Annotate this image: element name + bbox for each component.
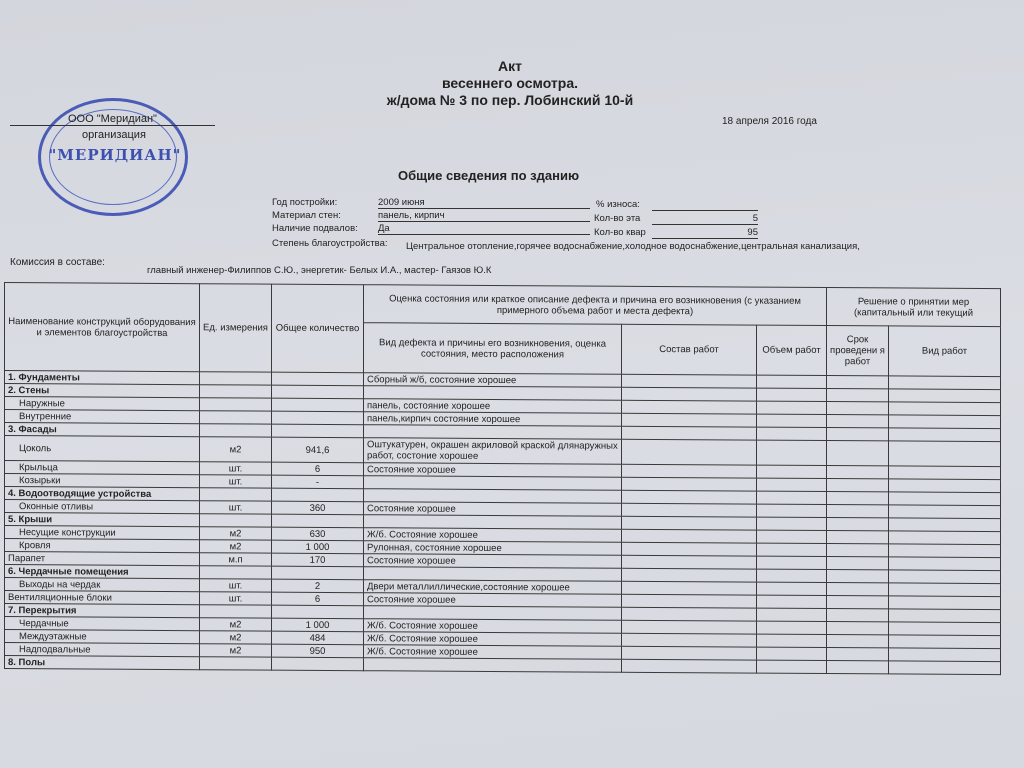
row-work-type-cell (889, 402, 1001, 416)
row-work-type-cell (889, 376, 1001, 390)
walls-label: Материал стен: (272, 210, 341, 221)
act-date: 18 апреля 2016 года (722, 116, 817, 127)
row-term-cell (827, 479, 889, 492)
row-defect-cell: Ж/б. Состояние хорошее (364, 619, 622, 634)
row-volume-cell (757, 660, 827, 673)
row-unit-cell (200, 372, 272, 385)
row-work-type-cell (889, 544, 1001, 558)
row-qty-cell: 484 (272, 631, 364, 645)
row-term-cell (827, 389, 889, 402)
row-work-type-cell (889, 622, 1001, 636)
row-works-cell (622, 542, 757, 556)
row-work-type-cell (889, 557, 1001, 571)
row-volume-cell (757, 595, 827, 608)
row-name-cell: Оконные отливы (5, 500, 200, 514)
commission-label: Комиссия в составе: (10, 257, 105, 268)
row-name-cell: Вентиляционные блоки (5, 591, 200, 605)
amenities-value: Центральное отопление,горячее водоснабжение,холодное водоснабжение,центральная канализация, (406, 241, 860, 252)
row-qty-cell (272, 605, 364, 619)
row-unit-cell (200, 424, 272, 437)
row-qty-cell (272, 657, 364, 671)
row-works-cell (622, 439, 757, 465)
row-name-cell: Козырьки (5, 474, 200, 488)
row-volume-cell (757, 569, 827, 582)
row-volume-cell (757, 530, 827, 543)
row-term-cell (827, 376, 889, 389)
row-volume-cell (757, 582, 827, 595)
row-work-type-cell (889, 415, 1001, 429)
row-term-cell (827, 428, 889, 441)
row-qty-cell: 1 000 (272, 618, 364, 632)
row-unit-cell (200, 488, 272, 501)
row-works-cell (622, 516, 757, 530)
row-works-cell (622, 594, 757, 608)
row-volume-cell (757, 401, 827, 414)
row-unit-cell: м.п (200, 553, 272, 566)
title-line-2: весеннего осмотра. (442, 75, 578, 91)
row-qty-cell: 360 (272, 501, 364, 515)
row-name-cell: Крыльца (5, 461, 200, 475)
title-line-3: ж/дома № 3 по пер. Лобинский 10-й (386, 92, 634, 108)
wear-label: % износа: (596, 199, 640, 210)
col-header-volume: Объем работ (757, 325, 827, 375)
row-name-cell: Цоколь (5, 436, 200, 462)
row-works-cell (622, 529, 757, 543)
col-header-unit: Ед. измерения (200, 284, 272, 372)
row-name-cell: Внутренние (5, 410, 200, 424)
row-volume-cell (757, 504, 827, 517)
row-volume-cell (757, 556, 827, 569)
row-works-cell (622, 633, 757, 647)
row-qty-cell (272, 398, 364, 412)
row-volume-cell (757, 608, 827, 621)
walls-value: панель, кирпич (378, 210, 590, 222)
row-volume-cell (757, 375, 827, 388)
row-unit-cell: м2 (200, 618, 272, 631)
row-works-cell (622, 646, 757, 660)
commission-members: главный инженер-Филиппов С.Ю., энергетик- Белых И.А., мастер- Гаязов Ю.К (147, 265, 492, 276)
row-unit-cell (200, 605, 272, 618)
apartments-value: 95 (652, 227, 758, 239)
row-unit-cell: шт. (200, 501, 272, 514)
row-works-cell (622, 620, 757, 634)
floors-value: 5 (652, 213, 758, 225)
row-work-type-cell (889, 570, 1001, 584)
row-work-type-cell (889, 596, 1001, 610)
row-work-type-cell (889, 492, 1001, 506)
col-header-decision: Решение о принятии мер (капитальный или текущий (827, 288, 1001, 327)
row-work-type-cell (889, 441, 1001, 467)
row-unit-cell (200, 657, 272, 670)
row-defect-cell: Ж/б. Состояние хорошее (364, 632, 622, 647)
row-volume-cell (757, 478, 827, 491)
row-name-cell: Несущие конструкции (5, 526, 200, 540)
row-works-cell (622, 400, 757, 414)
row-name-cell: Наружные (5, 397, 200, 411)
col-header-works: Состав работ (622, 324, 757, 375)
basement-label: Наличие подвалов: (272, 223, 358, 234)
basement-value: Да (378, 223, 590, 235)
row-defect-cell: Состояние хорошее (364, 554, 622, 569)
wear-value (652, 199, 758, 211)
row-defect-cell: Состояние хорошее (364, 593, 622, 608)
row-works-cell (622, 659, 757, 673)
row-work-type-cell (889, 466, 1001, 480)
row-volume-cell (757, 491, 827, 504)
row-work-type-cell (889, 518, 1001, 532)
row-name-cell: 7. Перекрытия (5, 604, 200, 618)
row-name-cell: 4. Водоотводящие устройства (5, 487, 200, 501)
row-work-type-cell (889, 389, 1001, 403)
row-volume-cell (757, 427, 827, 440)
row-qty-cell (272, 372, 364, 386)
row-name-cell: Чердачные (5, 617, 200, 631)
row-unit-cell: шт. (200, 579, 272, 592)
row-works-cell (622, 374, 757, 388)
row-volume-cell (757, 543, 827, 556)
apartments-label: Кол-во квар (594, 227, 646, 238)
row-term-cell (827, 544, 889, 557)
row-term-cell (827, 661, 889, 674)
row-name-cell: 1. Фундаменты (5, 371, 200, 385)
row-term-cell (827, 415, 889, 428)
row-volume-cell (757, 414, 827, 427)
stamp-text: "МЕРИДИАН" (48, 146, 182, 164)
row-works-cell (622, 555, 757, 569)
row-works-cell (622, 413, 757, 427)
row-term-cell (827, 635, 889, 648)
col-header-name: Наименование конструкций оборудования и элементов благоустройства (5, 283, 200, 372)
col-header-defect: Вид дефекта и причины его возникновения, оценка состояния, место расположения (364, 323, 622, 375)
row-unit-cell (200, 411, 272, 424)
row-qty-cell (272, 424, 364, 438)
row-term-cell (827, 505, 889, 518)
row-works-cell (622, 477, 757, 491)
row-unit-cell (200, 566, 272, 579)
row-qty-cell (272, 566, 364, 580)
col-header-term: Срок проведени я работ (827, 326, 889, 376)
row-term-cell (827, 518, 889, 531)
row-qty-cell (272, 411, 364, 425)
row-work-type-cell (889, 505, 1001, 519)
row-unit-cell: м2 (200, 540, 272, 553)
row-volume-cell (757, 634, 827, 647)
row-name-cell: 3. Фасады (5, 423, 200, 437)
general-info-title: Общие сведения по зданию (398, 168, 580, 183)
row-works-cell (622, 607, 757, 621)
row-qty-cell: 950 (272, 644, 364, 658)
row-defect-cell: Ж/б. Состояние хорошее (364, 645, 622, 660)
amenities-label: Степень благоустройства: (272, 238, 388, 249)
row-unit-cell: м2 (200, 437, 272, 462)
row-unit-cell: м2 (200, 631, 272, 644)
row-name-cell: Междуэтажные (5, 630, 200, 644)
floors-label: Кол-во эта (594, 213, 641, 224)
row-unit-cell (200, 514, 272, 527)
row-defect-cell (364, 658, 622, 673)
row-volume-cell (757, 388, 827, 401)
row-qty-cell: 6 (272, 462, 364, 476)
row-qty-cell: 1 000 (272, 540, 364, 554)
row-name-cell: Парапет (5, 552, 200, 566)
inspection-table (4, 282, 1001, 675)
row-term-cell (827, 466, 889, 479)
row-term-cell (827, 441, 889, 466)
act-title (300, 58, 720, 109)
row-defect-cell: Оштукатурен, окрашен акриловой краской длянаружных работ, состоние хорошее (364, 438, 622, 465)
row-volume-cell (757, 440, 827, 465)
row-volume-cell (757, 517, 827, 530)
row-volume-cell (757, 465, 827, 478)
row-defect-cell: Рулонная, состояние хорошее (364, 541, 622, 556)
row-name-cell: Кровля (5, 539, 200, 553)
year-label: Год постройки: (272, 197, 338, 208)
row-works-cell (622, 490, 757, 504)
row-work-type-cell (889, 648, 1001, 662)
row-works-cell (622, 426, 757, 440)
title-line-1: Акт (498, 58, 522, 74)
col-header-work-type: Вид работ (889, 326, 1001, 377)
year-value: 2009 июня (378, 197, 590, 209)
row-works-cell (622, 568, 757, 582)
row-work-type-cell (889, 609, 1001, 623)
row-term-cell (827, 648, 889, 661)
col-header-qty: Общее количество (272, 284, 364, 373)
row-works-cell (622, 503, 757, 517)
row-defect-cell: Состояние хорошее (364, 463, 622, 478)
row-defect-cell: Двери металлиллические,состояние хорошее (364, 580, 622, 595)
row-name-cell: 5. Крыши (5, 513, 200, 527)
row-name-cell: 2. Стены (5, 384, 200, 398)
row-term-cell (827, 570, 889, 583)
row-works-cell (622, 464, 757, 478)
row-work-type-cell (889, 583, 1001, 597)
row-unit-cell: шт. (200, 475, 272, 488)
row-name-cell: Надподвальные (5, 643, 200, 657)
row-qty-cell (272, 385, 364, 399)
row-volume-cell (757, 647, 827, 660)
row-defect-cell: панель, состояние хорошее (364, 399, 622, 414)
row-works-cell (622, 581, 757, 595)
row-term-cell (827, 492, 889, 505)
row-term-cell (827, 583, 889, 596)
organization-label: организация (82, 129, 146, 141)
row-unit-cell: м2 (200, 527, 272, 540)
table-body (5, 371, 1001, 675)
organization-name: ООО "Меридиан" (68, 113, 157, 125)
row-unit-cell: шт. (200, 462, 272, 475)
row-unit-cell (200, 385, 272, 398)
row-work-type-cell (889, 428, 1001, 442)
row-qty-cell: 941,6 (272, 437, 364, 463)
row-qty-cell: - (272, 475, 364, 489)
row-work-type-cell (889, 661, 1001, 675)
row-term-cell (827, 622, 889, 635)
row-defect-cell: Сборный ж/б, состояние хорошее (364, 373, 622, 388)
row-term-cell (827, 596, 889, 609)
row-qty-cell: 630 (272, 527, 364, 541)
row-defect-cell: панель,кирпич состояние хорошее (364, 412, 622, 427)
row-work-type-cell (889, 635, 1001, 649)
row-term-cell (827, 402, 889, 415)
inspection-table-wrapper (4, 282, 1000, 708)
row-volume-cell (757, 621, 827, 634)
organization-underline (10, 125, 215, 126)
row-unit-cell (200, 398, 272, 411)
row-name-cell: 6. Чердачные помещения (5, 565, 200, 579)
row-term-cell (827, 609, 889, 622)
row-defect-cell: Состояние хорошее (364, 502, 622, 517)
row-qty-cell (272, 514, 364, 528)
row-work-type-cell (889, 531, 1001, 545)
row-defect-cell: Ж/б. Состояние хорошее (364, 528, 622, 543)
col-header-assessment: Оценка состояния или краткое описание дефекта и причина его возникновения (с указанием примерного объема работ и места дефекта) (364, 285, 827, 326)
row-qty-cell: 6 (272, 592, 364, 606)
row-name-cell: Выходы на чердак (5, 578, 200, 592)
row-qty-cell: 170 (272, 553, 364, 567)
row-qty-cell: 2 (272, 579, 364, 593)
row-term-cell (827, 531, 889, 544)
row-work-type-cell (889, 479, 1001, 493)
row-works-cell (622, 387, 757, 401)
row-term-cell (827, 557, 889, 570)
row-unit-cell: м2 (200, 644, 272, 657)
row-qty-cell (272, 488, 364, 502)
row-name-cell: 8. Полы (5, 656, 200, 670)
row-unit-cell: шт. (200, 592, 272, 605)
